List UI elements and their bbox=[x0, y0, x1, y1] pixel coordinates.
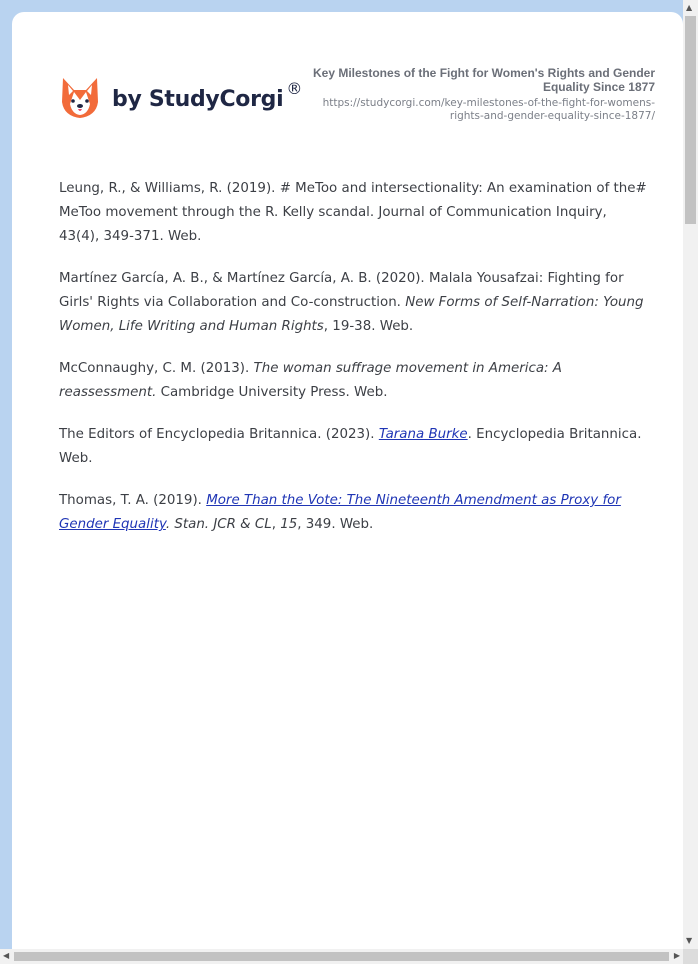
reference-source-title: New Forms of Self-Narration: Young Women, Life Writing and Human Rights bbox=[59, 295, 644, 334]
studycorgi-logo[interactable] bbox=[60, 76, 302, 120]
scroll-up-arrow-icon[interactable]: ▲ bbox=[686, 3, 693, 12]
reference-text: Martínez García, A. B., & Martínez García, A. B. (2020). Malala Yousafzai: Fighting for Girls' Rights via Collaboration and Co-construction. bbox=[59, 271, 624, 310]
registered-mark: ® bbox=[286, 78, 303, 98]
reference-item bbox=[59, 177, 649, 249]
brand-text: by StudyCorgi bbox=[112, 86, 284, 112]
vertical-scroll-thumb[interactable] bbox=[685, 16, 696, 224]
reference-link[interactable]: More Than the Vote: The Nineteenth Amendment as Proxy for Gender Equality bbox=[59, 493, 621, 532]
reference-volume: 15 bbox=[280, 517, 298, 532]
reference-text: Thomas, T. A. (2019). bbox=[59, 493, 207, 508]
reference-item bbox=[59, 357, 649, 405]
scroll-right-arrow-icon[interactable]: ▶ bbox=[673, 951, 680, 960]
document-page bbox=[12, 12, 683, 964]
brand-name bbox=[112, 78, 303, 112]
reference-source-title: . Stan. JCR & CL bbox=[165, 517, 272, 532]
references-list bbox=[59, 177, 649, 555]
reference-text: McConnaughy, C. M. (2013). bbox=[59, 361, 254, 376]
reference-text: , bbox=[271, 517, 281, 532]
corgi-logo-icon bbox=[60, 76, 100, 120]
reference-item bbox=[59, 267, 649, 339]
scroll-left-arrow-icon[interactable]: ◀ bbox=[3, 951, 10, 960]
scroll-down-arrow-icon[interactable]: ▼ bbox=[686, 936, 693, 945]
reference-text: Leung, R., & Williams, R. (2019). # MeToo and intersectionality: An examination of the# MeToo movement through the R. Kelly scandal. Journal of Communication Inquiry, 43(4), 349-371. Web. bbox=[59, 181, 647, 244]
reference-source-title: The woman suffrage movement in America: A reassessment. bbox=[59, 361, 562, 400]
reference-text: The Editors of Encyclopedia Britannica. (2023). bbox=[59, 427, 379, 442]
document-url[interactable]: https://studycorgi.com/key-milestones-of-the-fight-for-womens-rights-and-gender-equality-since-1877/ bbox=[322, 97, 655, 122]
scrollbar-corner bbox=[683, 949, 698, 964]
reference-text: Cambridge University Press. Web. bbox=[156, 385, 388, 400]
reference-item bbox=[59, 423, 649, 471]
reference-text: , 349. Web. bbox=[297, 517, 374, 532]
horizontal-scrollbar[interactable] bbox=[0, 949, 683, 964]
reference-text: . Encyclopedia Britannica. Web. bbox=[59, 427, 642, 466]
horizontal-scroll-thumb[interactable] bbox=[14, 952, 669, 961]
reference-text: , 19-38. Web. bbox=[323, 319, 414, 334]
reference-item bbox=[59, 489, 649, 537]
vertical-scrollbar[interactable] bbox=[683, 0, 698, 949]
reference-link[interactable]: Tarana Burke bbox=[378, 427, 468, 442]
document-header bbox=[295, 66, 655, 123]
document-title: Key Milestones of the Fight for Women's Rights and Gender Equality Since 1877 bbox=[313, 66, 655, 94]
